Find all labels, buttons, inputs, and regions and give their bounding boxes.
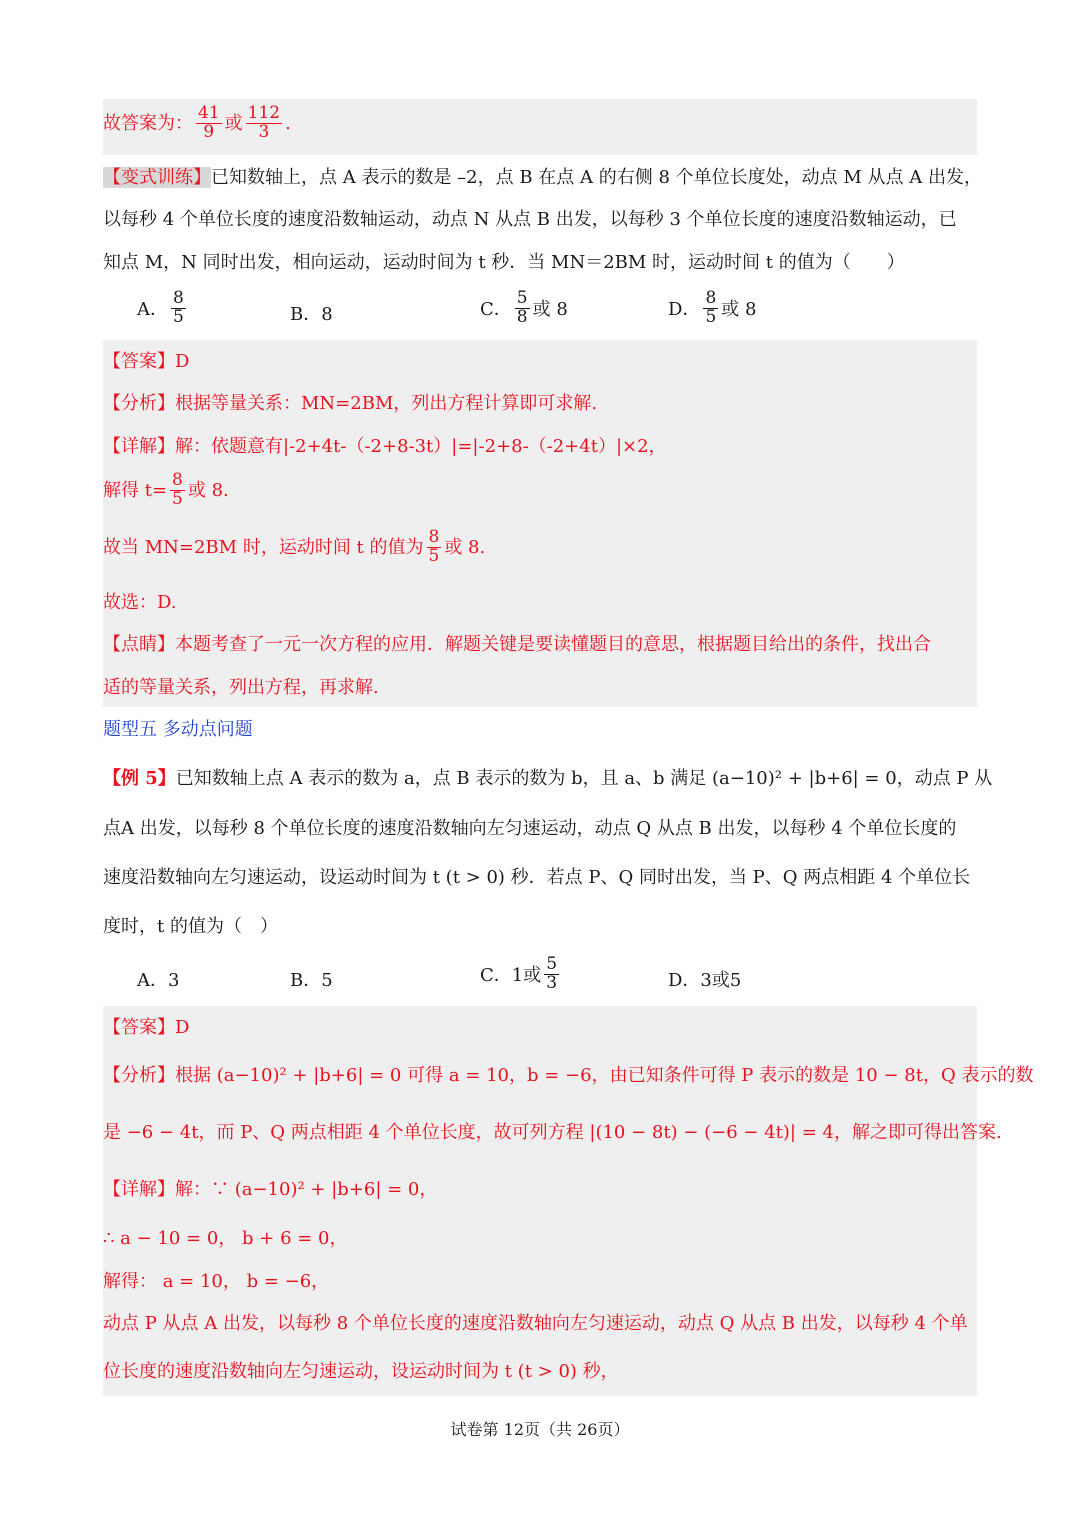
page-footer: 试卷第 12页（共 26页）	[450, 1420, 630, 1439]
fraction-41-9	[196, 105, 222, 142]
solution2-line-3: 动点 P 从点 A 出发，以每秒 8 个单位长度的速度沿数轴向左匀速运动，动点 Q 从点 B 出发，以每秒 4 个单	[103, 1313, 968, 1334]
period: .	[285, 112, 291, 134]
step2-pre: 故当 MN=2BM 时，运动时间 t 的值为	[103, 536, 424, 558]
frac-den: 5	[705, 306, 717, 327]
comment-tag: 【点睛】	[103, 634, 175, 655]
comment-text-1: 本题考查了一元一次方程的应用．解题关键是要读懂题目的意思，根据题目给出的条件，找出合	[175, 634, 931, 655]
frac-den: 8	[516, 306, 528, 327]
or-text: 或	[224, 112, 243, 134]
example5-line-2: 点A 出发，以每秒 8 个单位长度的速度沿数轴向左匀速运动，动点 Q 从点 B 出发，以每秒 4 个单位长度的	[103, 818, 957, 839]
example5-tag: 【例 5】	[103, 768, 176, 789]
solution1-analysis	[103, 393, 977, 415]
exercise-line-1	[103, 167, 982, 189]
analysis-tag: 【分析】	[103, 393, 175, 414]
exercise-tag: 【变式训练】	[103, 167, 211, 188]
option-b	[290, 300, 333, 326]
option2-d	[668, 966, 741, 992]
step2-fraction	[427, 529, 442, 566]
step1-pre: 解得 t=	[103, 479, 168, 501]
solution1-comment-2: 适的等量关系，列出方程，再求解.	[103, 677, 379, 698]
option2-b	[290, 966, 333, 992]
detail-tag: 【详解】	[103, 436, 175, 457]
solution1-step2	[103, 529, 977, 566]
analysis-text: 根据等量关系：MN=2BM，列出方程计算即可求解.	[175, 393, 598, 414]
exercise-line-2: 以每秒 4 个单位长度的速度沿数轴运动，动点 N 从点 B 出发，以每秒 3 个单位长度的速度沿数轴运动，已	[103, 209, 957, 230]
option-a-fraction	[171, 290, 186, 327]
example5-text-1: 已知数轴上点 A 表示的数为 a，点 B 表示的数为 b，且 a、b 满足 (a−10)² + |b+6| = 0，动点 P 从	[175, 768, 993, 789]
option2-c-fraction	[544, 956, 559, 993]
section-title: 题型五 多动点问题	[103, 719, 253, 740]
exercise-text-1: 已知数轴上，点 A 表示的数是 –2，点 B 在点 A 的右侧 8 个单位长度处，动点 M 从点 A 出发，	[211, 167, 982, 188]
solution1-choose: 故选：D.	[103, 592, 177, 613]
solution1-detail	[103, 436, 977, 458]
option2-b-label: B．5	[290, 970, 333, 991]
option2-c-label: C．1或	[480, 965, 542, 987]
analysis-tag: 【分析】	[103, 1065, 175, 1086]
option2-a	[137, 966, 179, 992]
solution2-line-4: 位长度的速度沿数轴向左匀速运动，设运动时间为 t (t > 0) 秒，	[103, 1361, 619, 1382]
frac-num: 8	[173, 288, 184, 308]
detail-tag: 【详解】	[103, 1179, 175, 1200]
frac-num: 5	[516, 288, 528, 308]
frac-den: 3	[258, 121, 270, 142]
option-d	[668, 290, 756, 327]
option-c-tail: 或 8	[532, 299, 568, 321]
step1-fraction	[170, 472, 185, 509]
option2-d-label: D．3或5	[668, 970, 742, 991]
option2-a-label: A．3	[137, 970, 180, 991]
frac-num: 41	[198, 103, 220, 123]
solution2-answer: 【答案】D	[103, 1017, 190, 1038]
fraction-112-3	[246, 105, 282, 142]
solution1-answer: 【答案】D	[103, 351, 190, 372]
example5-line-4: 度时，t 的值为（ ）	[103, 916, 278, 937]
option-a	[137, 290, 189, 327]
solution2-line-2: 解得： a = 10， b = −6，	[103, 1271, 330, 1292]
solution2-analysis-2: 是 −6 − 4t，而 P、Q 两点相距 4 个单位长度，故可列方程 |(10 − 8t) − (−6 − 4t)| = 4，解之即可得出答案.	[103, 1122, 1002, 1143]
frac-num: 8	[705, 288, 717, 308]
solution2-detail	[103, 1179, 977, 1201]
frac-den: 3	[546, 972, 558, 993]
option-d-label: D．	[668, 299, 701, 321]
solution2-line-1: ∴ a − 10 = 0， b + 6 = 0，	[103, 1228, 348, 1249]
prev-answer-label: 故答案为：	[103, 112, 193, 134]
option2-c	[480, 956, 562, 993]
option-c-fraction	[515, 290, 530, 327]
detail-text: 解：∵ (a−10)² + |b+6| = 0，	[175, 1179, 438, 1200]
detail-text: 解：依题意有|-2+4t-（-2+8-3t）|=|-2+8-（-2+4t）|×2，	[175, 436, 667, 457]
frac-den: 9	[203, 121, 215, 142]
frac-num: 5	[546, 954, 558, 974]
solution1-comment-1	[103, 634, 977, 656]
option-a-label: A．	[137, 299, 168, 321]
solution2-analysis-1	[103, 1065, 1034, 1087]
step2-post: 或 8.	[444, 536, 486, 558]
frac-den: 5	[428, 545, 440, 566]
analysis-text-1: 根据 (a−10)² + |b+6| = 0 可得 a = 10，b = −6，由已知条件可得 P 表示的数是 10 − 8t，Q 表示的数	[175, 1065, 1034, 1086]
frac-den: 5	[172, 488, 183, 509]
option-c-label: C．	[480, 299, 512, 321]
option-b-label: B．8	[290, 304, 333, 325]
frac-den: 5	[173, 306, 184, 327]
example5-line-3: 速度沿数轴向左匀速运动，设运动时间为 t (t > 0) 秒．若点 P、Q 同时出发，当 P、Q 两点相距 4 个单位长	[103, 867, 971, 888]
prev-answer-line	[103, 105, 977, 142]
example5-line-1	[103, 768, 993, 790]
option-c	[480, 290, 568, 327]
step1-post: 或 8.	[187, 479, 229, 501]
frac-num: 112	[247, 103, 281, 123]
option-d-fraction	[703, 290, 718, 327]
option-d-tail: 或 8	[721, 299, 757, 321]
exercise-line-3: 知点 M，N 同时出发，相向运动，运动时间为 t 秒．当 MN＝2BM 时，运动时间 t 的值为（ ）	[103, 252, 905, 273]
frac-num: 8	[428, 527, 440, 547]
frac-num: 8	[172, 470, 183, 490]
solution1-step1	[103, 472, 977, 509]
